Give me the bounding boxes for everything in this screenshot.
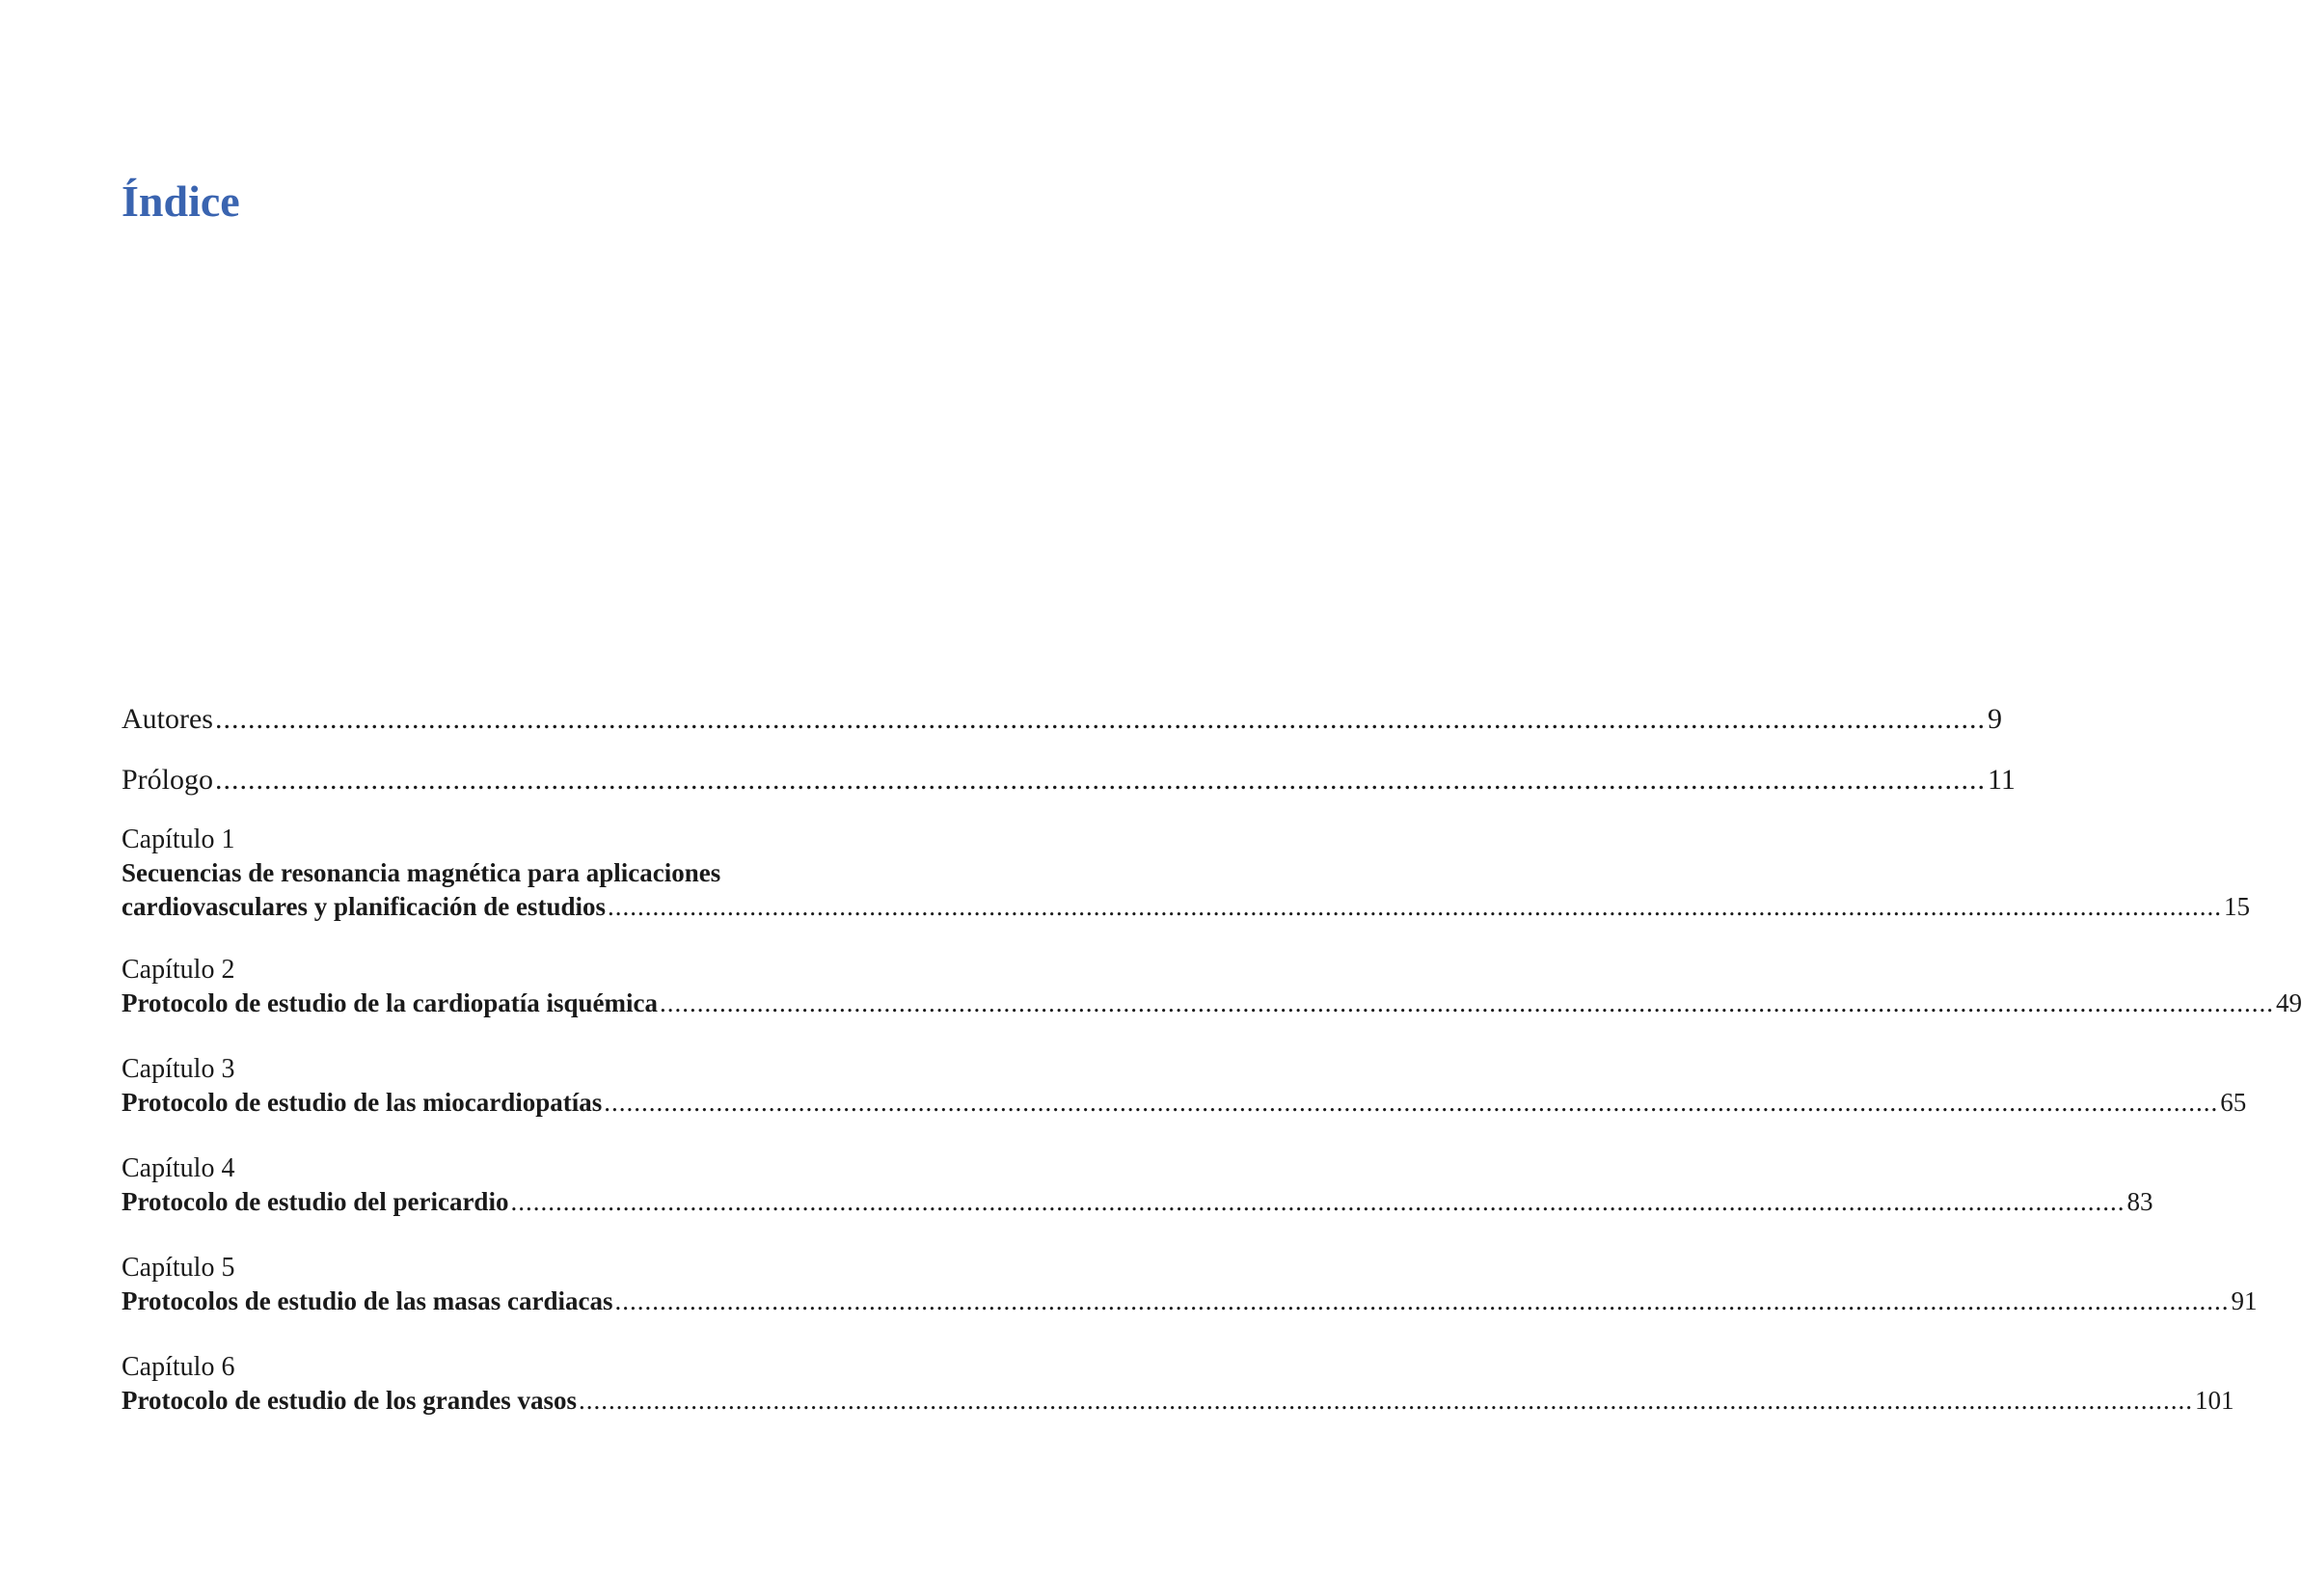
toc-entry-title: Autores: [122, 703, 213, 735]
chapter-label: Capítulo 2: [122, 955, 235, 985]
toc-entry-title: Prólogo: [122, 764, 214, 796]
toc-chapter-6[interactable]: [122, 1351, 2234, 1418]
toc-chapter-3[interactable]: [122, 1053, 2247, 1120]
chapter-title: cardiovasculares y planificación de estudios: [122, 892, 607, 921]
toc-page-number: 65: [2220, 1088, 2247, 1117]
dot-leader: ........................................................................................................................................................................................................................: [659, 988, 2274, 1017]
dot-leader: ........................................................................................................................................................................................................................: [608, 892, 2223, 921]
toc-page-number: 83: [2126, 1187, 2153, 1216]
toc-page-number: 91: [2231, 1286, 2258, 1315]
toc-chapter-4[interactable]: [122, 1152, 2153, 1219]
toc-page-number: 101: [2195, 1386, 2234, 1415]
dot-leader: ........................................................................................................................................................................................................................: [579, 1386, 2194, 1415]
chapter-title: Protocolo de estudio de las miocardiopatías: [122, 1088, 603, 1117]
toc-chapter-5[interactable]: [122, 1252, 2258, 1318]
dot-leader: ........................................................................................................................................................................................................................: [604, 1088, 2219, 1117]
chapter-title: Secuencias de resonancia magnética para aplicaciones: [122, 858, 721, 887]
toc-page-number: 49: [2275, 988, 2302, 1017]
toc-chapter-1[interactable]: [122, 824, 2251, 924]
toc-page-number: 15: [2224, 892, 2251, 921]
chapter-title: Protocolos de estudio de las masas cardiacas: [122, 1286, 613, 1315]
chapter-label: Capítulo 1: [122, 825, 235, 854]
chapter-label: Capítulo 4: [122, 1153, 235, 1183]
chapter-label: Capítulo 3: [122, 1054, 235, 1084]
toc-entry-prologo[interactable]: [122, 763, 2016, 798]
dot-leader: ........................................................................................................................................................................................................................: [614, 1286, 2230, 1315]
chapter-label: Capítulo 6: [122, 1352, 235, 1382]
dot-leader: ........................................................................................................................................................................................................................: [510, 1187, 2126, 1216]
page-title: Índice: [122, 176, 240, 226]
chapter-label: Capítulo 5: [122, 1253, 235, 1283]
dot-leader: ........................................................................................................................................................................................................................: [214, 703, 1986, 735]
chapter-title: Protocolo de estudio del pericardio: [122, 1187, 509, 1216]
table-of-contents: [122, 703, 2302, 1418]
chapter-title: Protocolo de estudio de los grandes vasos: [122, 1386, 578, 1415]
chapter-title: Protocolo de estudio de la cardiopatía isquémica: [122, 988, 658, 1017]
toc-chapter-2[interactable]: [122, 954, 2302, 1020]
toc-entry-autores[interactable]: [122, 702, 2002, 737]
toc-page-number: 9: [1987, 703, 2002, 735]
dot-leader: ........................................................................................................................................................................................................................: [215, 764, 1987, 796]
toc-page-number: 11: [1988, 764, 2016, 796]
